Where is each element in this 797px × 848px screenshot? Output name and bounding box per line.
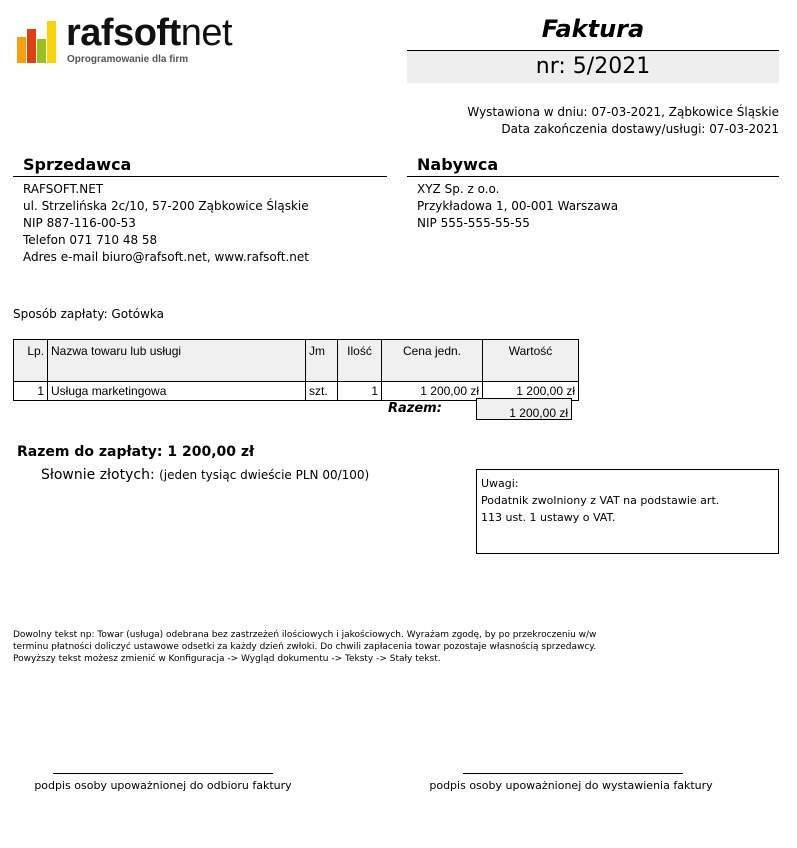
cell-name: Usługa marketingowa	[48, 382, 306, 401]
seller-heading: Sprzedawca	[23, 155, 132, 174]
seller-line: NIP 887-116-00-53	[23, 216, 136, 230]
company-logo	[16, 14, 246, 64]
total-due: Razem do zapłaty: 1 200,00 zł	[17, 444, 255, 460]
col-header-unit: Jm	[306, 340, 338, 382]
logo-tagline: Oprogramowanie dla firm	[67, 54, 189, 65]
cell-unit-price: 1 200,00 zł	[382, 382, 483, 401]
footer-text	[13, 629, 596, 665]
notes-line: Uwagi:	[481, 477, 519, 490]
col-header-name: Nazwa towaru lub usługi	[48, 340, 306, 382]
receiver-signature-label: podpis osoby upoważnionej do odbioru faktury	[34, 779, 292, 792]
buyer-details	[417, 181, 618, 232]
logo-wordmark-regular: net	[180, 12, 233, 54]
footer-line: terminu płatności doliczyć ustawowe odsetki za każdy dzień zwłoki. Do chwili zapłacenia towar pozostaje własnością sprzedawcy.	[13, 642, 597, 652]
issuer-signature-line	[463, 773, 683, 774]
issuer-signature-label: podpis osoby upoważnionej do wystawienia faktury	[429, 779, 713, 792]
footer-line: Powyższy tekst możesz zmienić w Konfiguracja -> Wygląd dokumentu -> Teksty -> Stały tekst.	[13, 654, 441, 664]
cell-quantity: 1	[338, 382, 382, 401]
buyer-heading: Nabywca	[417, 155, 499, 174]
cell-value: 1 200,00 zł	[483, 382, 579, 401]
logo-wordmark-bold: rafsoft	[66, 12, 181, 54]
cell-lp: 1	[14, 382, 48, 401]
notes-box	[476, 469, 779, 554]
col-header-lp: Lp.	[14, 340, 48, 382]
seller-line: ul. Strzelińska 2c/10, 57-200 Ząbkowice Śląskie	[23, 199, 309, 213]
seller-line: Adres e-mail biuro@rafsoft.net, www.rafsoft.net	[23, 250, 309, 264]
document-title: Faktura	[541, 15, 645, 43]
sum-value: 1 200,00 zł	[476, 398, 572, 420]
logo-wordmark	[66, 14, 232, 52]
invoice-number: nr: 5/2021	[407, 51, 779, 83]
col-header-quantity: Ilość	[338, 340, 382, 382]
col-header-value: Wartość	[483, 340, 579, 382]
amount-in-words	[41, 467, 369, 484]
words-value: (jeden tysiąc dwieście PLN 00/100)	[159, 468, 370, 482]
bar-chart-logo-icon	[16, 17, 60, 65]
delivery-date: Data zakończenia dostawy/usługi: 07-03-2021	[501, 122, 779, 136]
buyer-line: XYZ Sp. z o.o.	[417, 182, 500, 196]
seller-line: Telefon 071 710 48 58	[23, 233, 158, 247]
items-table	[13, 339, 579, 401]
footer-line: Dowolny tekst np: Towar (usługa) odebrana bez zastrzeżeń ilościowych i jakościowych. Wyrażam zgodę, by po przekroczeniu w/w	[13, 630, 597, 640]
seller-line: RAFSOFT.NET	[23, 182, 104, 196]
seller-divider	[13, 176, 387, 177]
buyer-line: NIP 555-555-55-55	[417, 216, 530, 230]
buyer-line: Przykładowa 1, 00-001 Warszawa	[417, 199, 619, 213]
notes-line: 113 ust. 1 ustawy o VAT.	[481, 511, 616, 524]
sum-label: Razem:	[388, 401, 442, 416]
table-header-row	[14, 340, 579, 382]
receiver-signature-line	[53, 773, 273, 774]
buyer-divider	[407, 176, 779, 177]
notes-line: Podatnik zwolniony z VAT na podstawie art.	[481, 494, 720, 507]
words-label: Słownie złotych:	[41, 467, 155, 483]
issue-info	[467, 104, 779, 138]
issue-date: Wystawiona w dniu: 07-03-2021, Ząbkowice Śląskie	[467, 105, 779, 119]
col-header-unit-price: Cena jedn.	[382, 340, 483, 382]
cell-unit: szt.	[306, 382, 338, 401]
seller-details	[23, 181, 309, 266]
payment-method: Sposób zapłaty: Gotówka	[13, 307, 165, 321]
